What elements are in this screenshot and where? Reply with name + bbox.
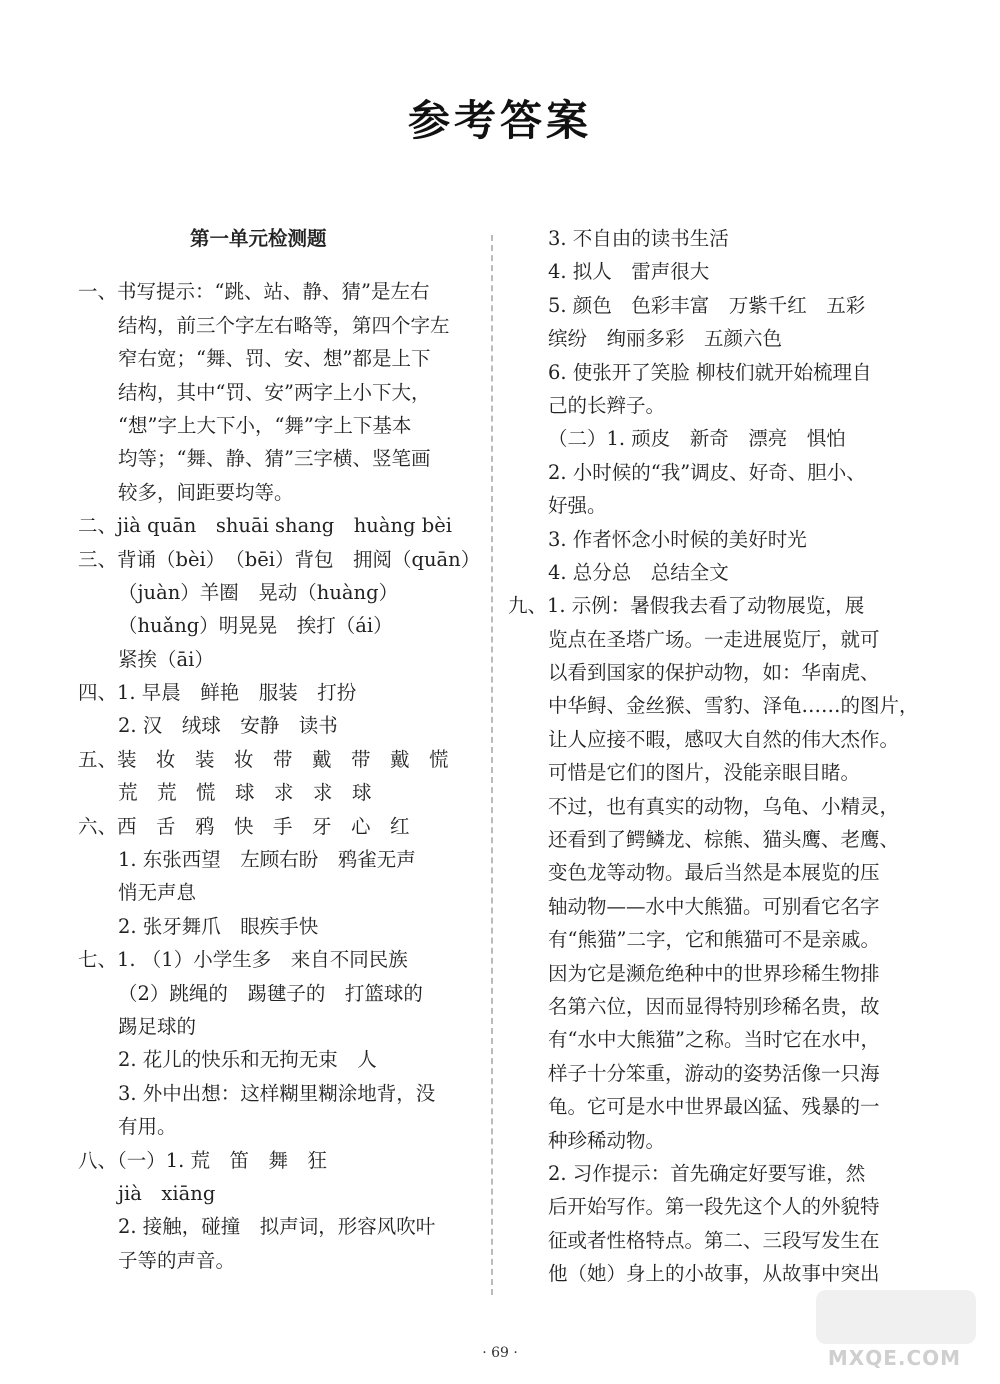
answer-line: 九、1. 示例：暑假我去看了动物展览，展 (508, 594, 865, 618)
answer-line: 种珍稀动物。 (548, 1128, 666, 1152)
answer-line: 窄右宽；“舞、罚、安、想”都是上下 (118, 347, 431, 371)
answer-line: 结构，前三个字左右略等，第四个字左 (118, 313, 450, 337)
answer-line: 2. 习作提示：首先确定好要写谁，然 (548, 1161, 866, 1185)
answer-line: 己的长辫子。 (548, 393, 666, 417)
answer-line: 好强。 (548, 494, 607, 518)
answer-line: 2. 小时候的“我”调皮、好奇、胆小、 (548, 460, 866, 484)
answer-line: 六、西 舌 鸦 快 手 牙 心 红 (78, 814, 410, 838)
left-column (78, 222, 481, 1277)
answer-line: 缤纷 绚丽多彩 五颜六色 (548, 327, 783, 351)
answer-line: （二）1. 顽皮 新奇 漂亮 惧怕 (548, 427, 846, 451)
answer-line: 四、1. 早晨 鲜艳 服装 打扮 (78, 681, 357, 705)
answer-line: 可惜是它们的图片，没能亲眼目睹。 (548, 761, 861, 785)
answer-line: 2. 张牙舞爪 眼疾手快 (118, 914, 319, 938)
answer-line: 五、装 妆 装 妆 带 戴 带 戴 慌 (78, 747, 449, 771)
answer-line: 名第六位，因而显得特别珍稀名贵，故 (548, 994, 880, 1018)
answer-line: 3. 不自由的读书生活 (548, 227, 729, 250)
answer-line: 览点在圣塔广场。一走进展览厅，就可 (548, 627, 880, 651)
answer-line: 他（她）身上的小故事，从故事中突出 (548, 1262, 880, 1286)
answer-line: 有“水中大熊猫”之称。当时它在水中， (548, 1028, 880, 1052)
answer-line: 6. 使张开了笑脸 柳枝们就开始梳理自 (548, 360, 872, 384)
answer-line: 以看到国家的保护动物，如：华南虎、 (548, 661, 880, 685)
answer-line: 后开始写作。第一段先这个人的外貌特 (548, 1195, 880, 1219)
answer-line: 2. 花儿的快乐和无拘无束 人 (118, 1048, 377, 1072)
answer-line: 子等的声音。 (118, 1248, 236, 1272)
answer-line: 样子十分笨重，游动的姿势活像一只海 (548, 1061, 880, 1085)
answer-line: 变色龙等动物。最后当然是本展览的压 (548, 861, 880, 885)
answer-line: 轴动物——水中大熊猫。可别看它名字 (548, 894, 880, 918)
column-divider (491, 235, 493, 1295)
answer-line: 七、1. （1）小学生多 来自不同民族 (78, 948, 408, 972)
section-heading: 第一单元检测题 (190, 227, 327, 250)
page-title: 参考答案 (407, 96, 592, 145)
answer-line: 1. 东张西望 左顾右盼 鸦雀无声 (118, 848, 416, 872)
watermark-logo-icon (816, 1290, 976, 1344)
answer-line: 2. 汉 绒球 安静 读书 (118, 714, 338, 738)
answer-line: 均等；“舞、静、猜”三字横、竖笔画 (118, 447, 431, 471)
answer-line: jià xiāng (118, 1181, 216, 1205)
answer-line: 中华鲟、金丝猴、雪豹、泽龟……的图片， (548, 694, 919, 718)
answer-line: 荒 荒 慌 球 求 求 球 (118, 781, 372, 805)
answer-line: 一、书写提示：“跳、站、静、猜”是左右 (78, 280, 430, 304)
answer-line: 让人应接不暇，感叹大自然的伟大杰作。 (548, 727, 900, 751)
answer-line: 征或者性格特点。第二、三段写发生在 (548, 1228, 880, 1252)
page-number: · 69 · (482, 1345, 518, 1361)
answer-line: 不过，也有真实的动物，乌龟、小精灵， (548, 794, 900, 818)
answer-line: 有用。 (118, 1115, 177, 1139)
watermark-text: MXQE.COM (827, 1346, 962, 1370)
right-column (508, 222, 919, 1291)
answer-line: （huǎng）明晃晃 挨打（ái） (118, 614, 393, 638)
answer-line: （2）跳绳的 踢毽子的 打篮球的 (118, 981, 423, 1005)
answer-line: 有“熊猫”二字，它和熊猫可不是亲戚。 (548, 928, 880, 952)
answer-line: 八、（一）1. 荒 笛 舞 狂 (78, 1148, 328, 1172)
answer-line: 2. 接触，碰撞 拟声词，形容风吹叶 (118, 1215, 436, 1239)
answer-line: 因为它是濒危绝种中的世界珍稀生物排 (548, 961, 880, 985)
answer-line: 5. 颜色 色彩丰富 万紫千红 五彩 (548, 293, 866, 317)
answer-line: 悄无声息 (118, 881, 197, 905)
answer-line: 二、jià quān shuāi shang huàng bèi (78, 514, 452, 538)
answer-line: 紧挨（āi） (118, 647, 214, 671)
answer-line: 还看到了鳄鳞龙、棕熊、猫头鹰、老鹰、 (548, 828, 900, 852)
answer-line: 4. 总分总 总结全文 (548, 560, 729, 584)
answer-line: 3. 外中出想：这样糊里糊涂地背，没 (118, 1081, 436, 1105)
answer-line: （juàn）羊圈 晃动（huàng） (118, 580, 399, 604)
answer-line: 3. 作者怀念小时候的美好时光 (548, 527, 807, 551)
answer-line: 三、背诵（bèi） （bēi）背包 拥阅（quān） (78, 547, 481, 571)
answer-line: 结构，其中“罚、安”两字上小下大， (118, 380, 431, 404)
answer-line: “想”字上大下小，“舞”字上下基本 (118, 413, 412, 437)
answer-line: 龟。它可是水中世界最凶猛、残暴的一 (548, 1095, 880, 1119)
answer-line: 较多，间距要均等。 (118, 480, 294, 504)
answer-line: 4. 拟人 雷声很大 (548, 260, 710, 284)
watermark (807, 1290, 982, 1370)
answer-line: 踢足球的 (118, 1014, 197, 1038)
